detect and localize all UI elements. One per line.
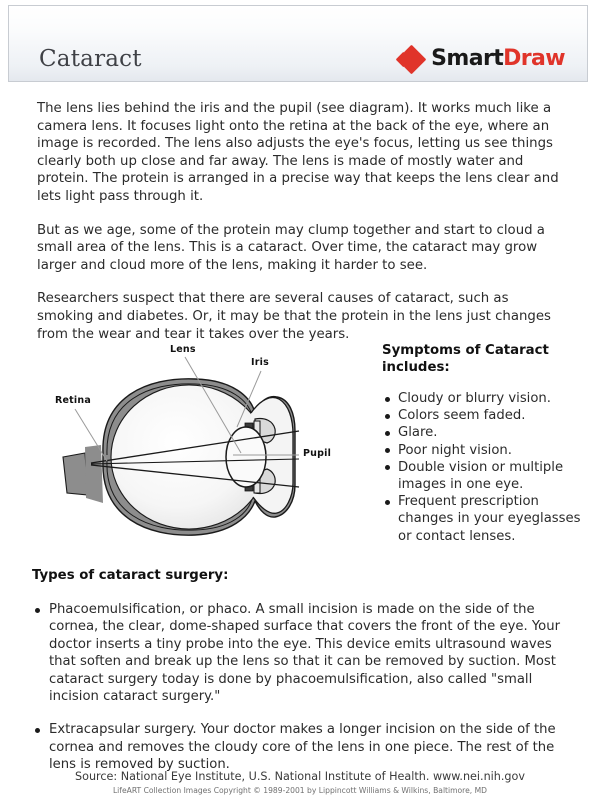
diagram-label-iris: Iris — [251, 357, 269, 368]
eye-cross-section-diagram — [55, 335, 375, 560]
source-line: Source: National Eye Institute, U.S. National Institute of Health. www.nei.nih.gov — [75, 770, 525, 783]
list-item: Phacoemulsification, or phaco. A small incision is made on the side of the cornea, the clear, dome-shaped surface that covers the front of the eye. Your doctor inserts a tiny probe into the eye. This device emits ultrasound waves that soften and break up the lens so that it can be removed by suction. Most cataract surgery today is done by phacoemulsification, also called "small incision cataract surgery." — [32, 601, 572, 705]
smartdraw-logo — [398, 46, 565, 71]
diagram-and-symptoms-row — [0, 335, 600, 560]
diagram-label-lens: Lens — [170, 344, 196, 355]
logo-word-draw: Draw — [503, 46, 565, 71]
diagram-label-retina: Retina — [55, 395, 91, 406]
page-footer — [0, 770, 600, 796]
page-header-bar — [8, 5, 588, 82]
paragraph-2: But as we age, some of the protein may clump together and start to cloud a small area of the lens. This is a cataract. Over time, the cataract may grow larger and cloud more of the lens, making it harder to see. — [37, 222, 545, 273]
list-item: Extracapsular surgery. Your doctor makes a longer incision on the side of the cornea and removes the cloudy core of the lens in one piece. The rest of the lens is removed by suction. — [32, 721, 572, 773]
intro-text-block — [37, 100, 567, 359]
list-item: Cloudy or blurry vision. — [382, 390, 582, 407]
surgery-list — [32, 601, 572, 774]
copyright-line: LifeART Collection Images Copyright © 1989-2001 by Lippincott Williams & Wilkins, Baltimore, MD — [112, 786, 488, 795]
symptoms-section — [382, 342, 582, 545]
surgery-heading: Types of cataract surgery: — [32, 568, 229, 583]
paragraph-3: Researchers suspect that there are several causes of cataract, such as smoking and diabetes. Or, it may be that the protein in the lens just changes from the wear and tear it takes over the years. — [37, 291, 551, 342]
list-item: Colors seem faded. — [382, 407, 582, 424]
symptoms-list — [382, 390, 582, 545]
surgery-section — [32, 568, 572, 790]
list-item: Glare. — [382, 424, 582, 441]
list-item: Poor night vision. — [382, 442, 582, 459]
list-item: Frequent prescription changes in your eyeglasses or contact lenses. — [382, 493, 582, 545]
paragraph-1: The lens lies behind the iris and the pupil (see diagram). It works much like a camera lens. It focuses light onto the retina at the back of the eye, where an image is recorded. The lens also adjusts the eye's focus, letting us see things clearly both up close and far away. The lens is made of mostly water and protein. The protein is arranged in a precise way that keeps the lens clear and lets light pass through it. — [37, 101, 559, 204]
diagram-label-pupil: Pupil — [303, 448, 332, 459]
page-title: Cataract — [39, 46, 142, 72]
logo-word-smart: Smart — [431, 46, 504, 71]
diamond-cluster-icon — [398, 47, 424, 71]
list-item: Double vision or multiple images in one eye. — [382, 459, 582, 493]
symptoms-heading: Symptoms of Cataract includes: — [382, 343, 549, 375]
